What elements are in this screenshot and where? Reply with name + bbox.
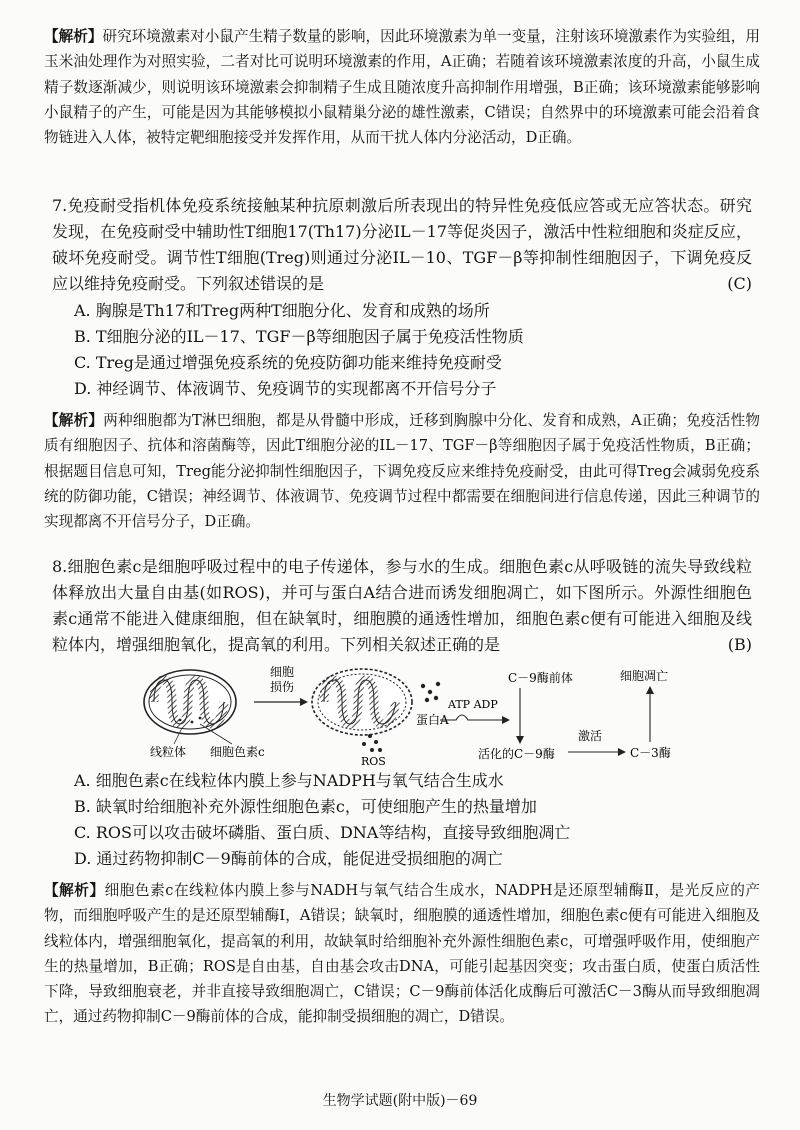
ros-dots: [362, 734, 382, 752]
activate-arrowhead: [618, 748, 626, 756]
question-7-stem: 免疫耐受指机体免疫系统接触某种抗原刺激后所表现出的特异性免疫低应答或无应答状态。研究发现，在免疫耐受中辅助性T细胞17(Th17)分泌IL－17等促炎因子，激活中性粒细胞和炎症反应，破坏免疫耐受。调节性T细胞(Treg)则通过分泌IL－10、TGF－β等抑制性细胞因子，下调免疫反应以维持免疫耐受。下列叙述错误的是: [52, 196, 752, 293]
protein-a-label: 蛋白A: [416, 713, 449, 727]
question-7-key: (C): [727, 274, 752, 293]
atp-arrow: [440, 715, 502, 720]
mito-label: 线粒体: [150, 745, 187, 759]
question-7-number: 7.: [52, 196, 68, 215]
c9-active-label: 活化的C－9酶: [478, 747, 555, 761]
cytc-label: 细胞色素c: [210, 745, 265, 759]
atp-arrowhead: [502, 716, 510, 724]
analysis-q6-text: 研究环境激素对小鼠产生精子数量的影响，因此环境激素为单一变量，注射该环境激素作为实验组，用玉米油处理作为对照实验，二者对比可说明环境激素的作用，A正确；若随着该环境激素浓度的升高，小鼠生成精子数逐渐减少，则说明该环境激素会抑制精子生成且随浓度升高抑制作用增强，B正确；该环境激素能够影响小鼠精子的产生，可能是因为其能够模拟小鼠精巢分泌的雄性激素，C错误；自然界中的环境激素可能会沿着食物链进入人体，被特定靶细胞接受并发挥作用，从而干扰人体内分泌活动，D正确。: [44, 28, 760, 147]
analysis-q7-text: 两种细胞都为T淋巴细胞，都是从骨髓中形成，迁移到胸腺中分化、发育和成熟，A正确；免疫活性物质有细胞因子、抗体和溶菌酶等，因此T细胞分泌的IL－17、TGF－β等细胞因子属于免疫活性物质，B正确；根据题目信息可知，Treg能分泌抑制性细胞因子，下调免疫反应来维持免疫耐受，由此可得Treg会减弱免疫系统的防御功能，C错误；神经调节、体液调节、免疫调节过程中都需要在细胞间进行信息传递，因此三种调节的实现都离不开信号分子，D正确。: [44, 412, 760, 531]
analysis-label: 【解析】: [44, 28, 103, 45]
damage-label-top: 细胞: [270, 665, 295, 679]
question-7-option-d: D. 神经调节、体液调节、免疫调节的实现都离不开信号分子: [74, 379, 497, 398]
c3-label: C－3酶: [630, 746, 671, 760]
question-8-option-a: A. 细胞色素c在线粒体内膜上参与NADPH与氧气结合生成水: [74, 771, 504, 790]
question-7: [52, 193, 752, 297]
mitochondrion-healthy: [144, 670, 236, 734]
question-7-option-c: C. Treg是通过增强免疫系统的免疫防御功能来维持免疫耐受: [74, 353, 502, 372]
question-8-option-b: B. 缺氧时给细胞补充外源性细胞色素c，可使细胞产生的热量增加: [74, 797, 537, 816]
question-8-stem: 细胞色素c是细胞呼吸过程中的电子传递体，参与水的生成。细胞色素c从呼吸链的流失导致线粒体释放出大量自由基(如ROS)，并可与蛋白A结合进而诱发细胞凋亡，如下图所示。外源性细胞色素c通常不能进入健康细胞，但在缺氧时，细胞膜的通透性增加，细胞色素c便有可能进入细胞及线粒体内，增强细胞氧化，提高氧的利用。下列相关叙述正确的是: [52, 557, 752, 654]
apoptosis-arrowhead: [646, 686, 654, 694]
question-8-number: 8.: [52, 557, 68, 576]
atp-adp-label: ATP ADP: [448, 698, 498, 711]
analysis-q7: [44, 408, 760, 534]
analysis-q8-text: 细胞色素c在线粒体内膜上参与NADH与氧气结合生成水，NADPH是还原型辅酶Ⅱ，是光反应的产物，而细胞呼吸产生的是还原型辅酶Ⅰ，A错误；缺氧时，细胞膜的通透性增加，细胞色素c便有可能进入细胞及线粒体内，增强细胞氧化，提高氧的利用，故缺氧时给细胞补充外源性细胞色素c，可增强呼吸作用，使细胞产生的热量增加，B正确；ROS是自由基，自由基会攻击DNA，可能引起基因突变；攻击蛋白质，使蛋白质活性下降，导致细胞衰老，并非直接导致细胞凋亡，C错误；C－9酶前体活化成酶后可激活C－3酶从而导致细胞凋亡，通过药物抑制C－9酶前体的合成，能抑制受损细胞的凋亡，D错误。: [44, 882, 760, 1026]
question-8-key: (B): [727, 635, 752, 654]
damage-arrowhead: [300, 698, 308, 706]
c9-precursor-label: C－9酶前体: [508, 671, 573, 685]
apoptosis-diagram: [140, 662, 700, 767]
analysis-label: 【解析】: [44, 412, 104, 429]
question-8-option-c: C. ROS可以攻击破坏磷脂、蛋白质、DNA等结构，直接导致细胞凋亡: [74, 823, 571, 842]
c9-arrowhead: [516, 736, 524, 744]
mitochondrion-damaged: [312, 669, 412, 735]
question-7-option-b: B. T细胞分泌的IL－17、TGF－β等细胞因子属于免疫活性物质: [74, 327, 524, 346]
question-8: [52, 554, 752, 658]
question-8-option-d: D. 通过药物抑制C－9酶前体的合成，能促进受损细胞的凋亡: [74, 849, 503, 868]
question-7-option-a: A. 胸腺是Th17和Treg两种T细胞分化、发育和成熟的场所: [74, 301, 490, 320]
analysis-q8: [44, 878, 760, 1030]
page-footer: 生物学试题(附中版)－69: [322, 1093, 478, 1109]
activate-label: 激活: [578, 729, 603, 743]
ros-label: ROS: [361, 755, 386, 767]
analysis-q6: [44, 24, 760, 150]
damage-label-bottom: 损伤: [270, 680, 295, 694]
apoptosis-label: 细胞凋亡: [620, 669, 669, 683]
analysis-label: 【解析】: [44, 882, 105, 899]
released-cytc-dots: [421, 682, 440, 702]
